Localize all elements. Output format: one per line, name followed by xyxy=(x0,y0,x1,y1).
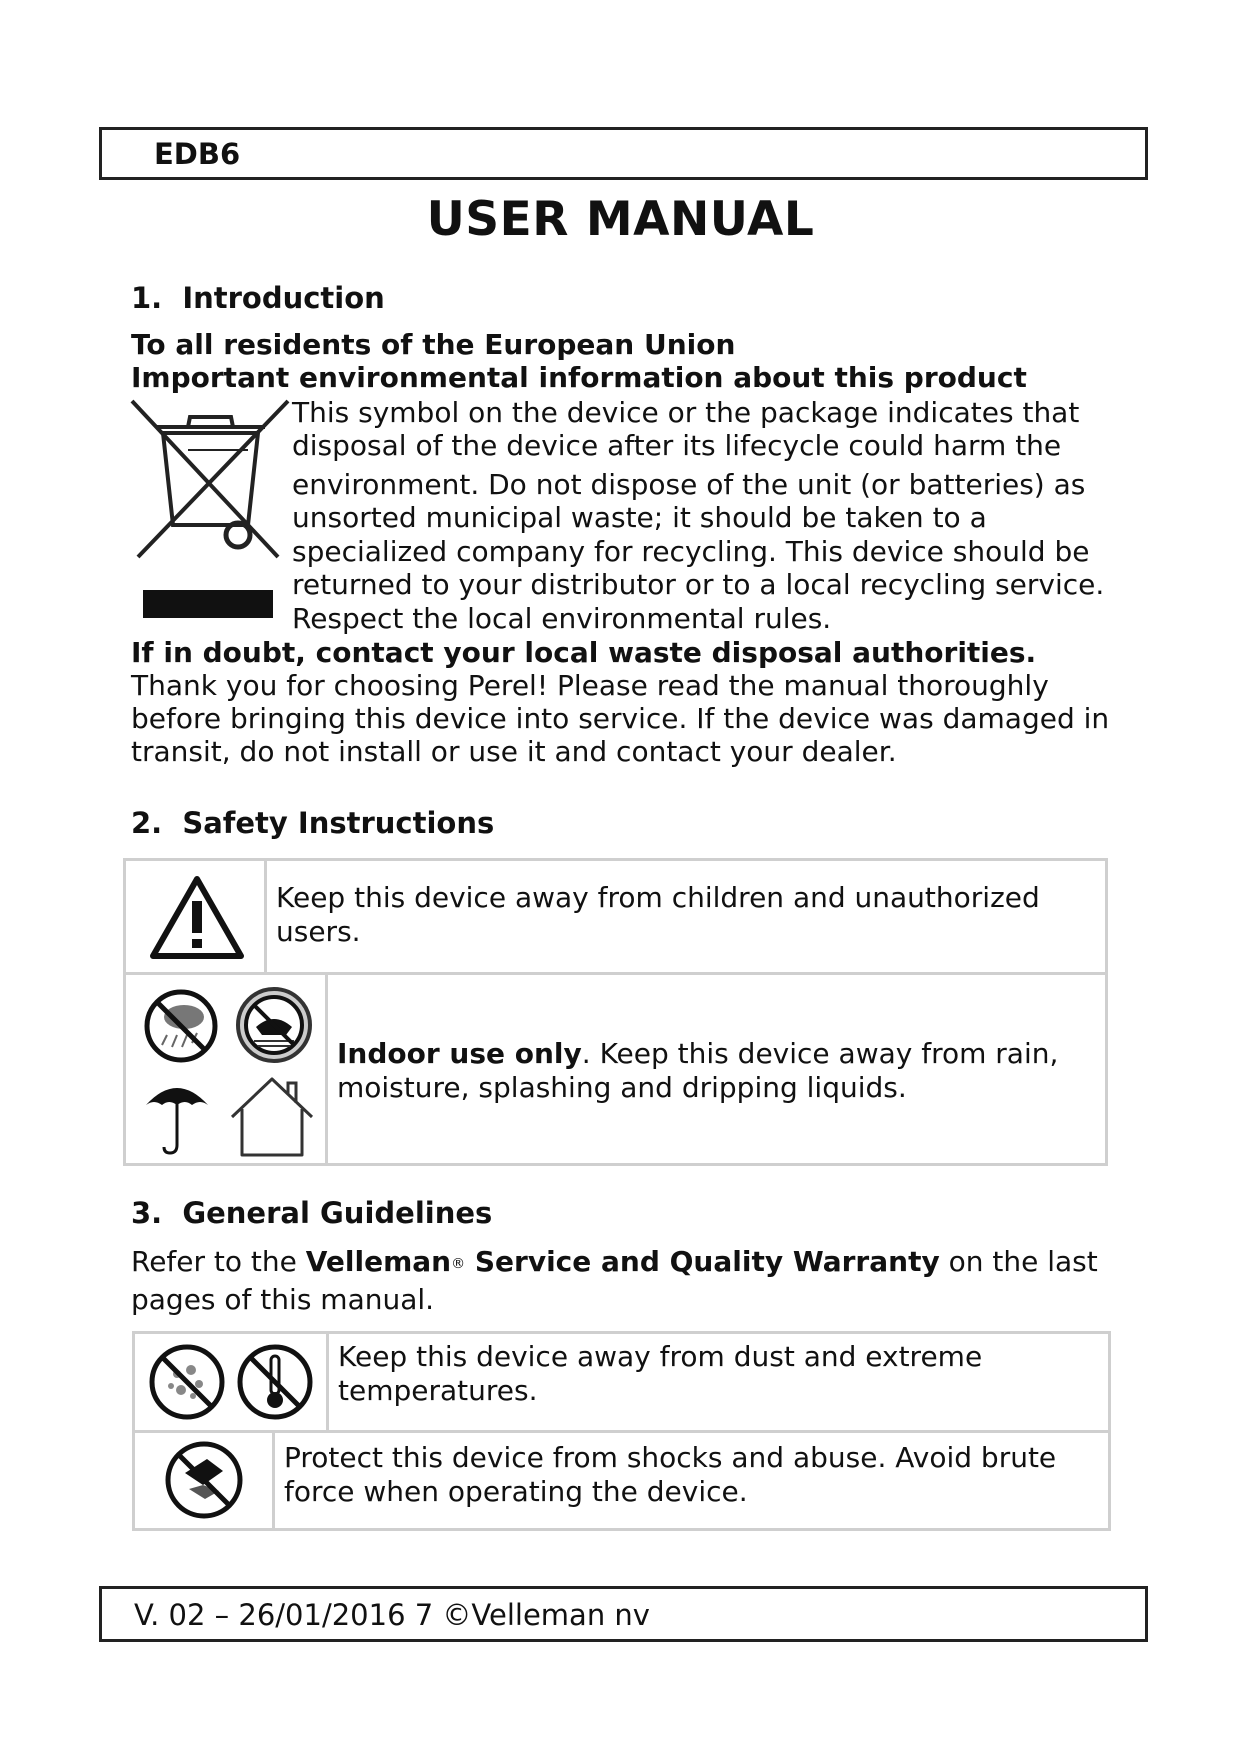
house-indoor-icon xyxy=(224,1073,320,1159)
safety-row-2-line-1-rest: . Keep this device away from rain, xyxy=(581,1037,1059,1070)
safety-row-1-line-1: Keep this device away from children and unauthorized xyxy=(276,881,1040,914)
section-3-heading xyxy=(131,1196,492,1230)
guidelines-row-1-line-1: Keep this device away from dust and extreme xyxy=(338,1340,983,1373)
safety-row-1-line-2: users. xyxy=(276,915,361,948)
warranty-reference-line-2: pages of this manual. xyxy=(131,1283,435,1316)
refer-prefix: Refer to the xyxy=(131,1245,306,1278)
weee-line-1: This symbol on the device or the package indicates that xyxy=(292,396,1080,429)
guidelines-row-2-line-1: Protect this device from shocks and abuse. Avoid brute xyxy=(284,1441,1057,1474)
guidelines-row-1-line-2: temperatures. xyxy=(338,1374,538,1407)
weee-icon xyxy=(128,395,293,625)
page-title: USER MANUAL xyxy=(426,192,815,247)
no-dust-icon xyxy=(147,1342,227,1422)
section-2-heading xyxy=(131,806,494,840)
section-1-heading xyxy=(131,281,385,315)
no-splashing-icon xyxy=(234,985,314,1065)
guidelines-row-2-text xyxy=(275,1433,1056,1509)
guidelines-table xyxy=(132,1331,1111,1531)
safety-table xyxy=(123,858,1108,1166)
brand-velleman: Velleman xyxy=(305,1245,452,1278)
guidelines-row-1-text xyxy=(329,1334,982,1408)
no-rain-icon xyxy=(142,987,220,1065)
weee-line-2: disposal of the device after its lifecycle could harm the xyxy=(292,429,1062,462)
weee-line-7: Respect the local environmental rules. xyxy=(292,602,832,635)
warranty-reference-line xyxy=(131,1245,1098,1281)
warranty-title: Service and Quality Warranty xyxy=(465,1245,940,1278)
thanks-line-3: transit, do not install or use it and contact your dealer. xyxy=(131,735,897,768)
umbrella-icon xyxy=(142,1075,212,1155)
weee-line-6: returned to your distributor or to a local recycling service. xyxy=(292,568,1105,601)
indoor-use-only: Indoor use only xyxy=(337,1037,582,1070)
weee-line-5: specialized company for recycling. This device should be xyxy=(292,535,1090,568)
section-1-number: 1. xyxy=(131,281,163,315)
header-box xyxy=(99,127,1148,180)
footer-version-page-copyright: V. 02 – 26/01/2016 7 ©Velleman nv xyxy=(134,1598,650,1632)
no-shock-icon xyxy=(163,1439,245,1521)
shock-icon-cell xyxy=(135,1433,275,1528)
section-3-number: 3. xyxy=(131,1196,163,1230)
doubt-line: If in doubt, contact your local waste disposal authorities. xyxy=(131,636,1037,669)
warning-triangle-icon xyxy=(148,873,246,961)
section-3-title: General Guidelines xyxy=(182,1196,493,1230)
section-2-title: Safety Instructions xyxy=(182,806,495,840)
safety-row-2-line-2: moisture, splashing and dripping liquids. xyxy=(337,1071,907,1104)
eu-residents-line: To all residents of the European Union xyxy=(131,328,736,361)
guidelines-row-2-line-2: force when operating the device. xyxy=(284,1475,748,1508)
dust-temp-icons-cell xyxy=(135,1334,329,1430)
safety-row-2-text xyxy=(328,975,1058,1105)
section-1-title: Introduction xyxy=(182,281,385,315)
no-extreme-temperature-icon xyxy=(235,1342,315,1422)
thanks-line-1: Thank you for choosing Perel! Please read the manual thoroughly xyxy=(131,669,1049,702)
weee-line-3: environment. Do not dispose of the unit (or batteries) as xyxy=(292,468,1086,501)
refer-suffix: on the last xyxy=(939,1245,1098,1278)
safety-row-1-text xyxy=(267,861,1040,949)
section-2-number: 2. xyxy=(131,806,163,840)
registered-mark: ® xyxy=(451,1256,466,1272)
environment-info-line: Important environmental information about this product xyxy=(131,361,1027,394)
indoor-icons-cell xyxy=(126,975,328,1163)
model-code: EDB6 xyxy=(154,137,241,171)
footer-box xyxy=(99,1586,1148,1642)
weee-line-4: unsorted municipal waste; it should be taken to a xyxy=(292,501,987,534)
thanks-line-2: before bringing this device into service. If the device was damaged in xyxy=(131,702,1110,735)
warning-icon-cell xyxy=(126,861,267,972)
